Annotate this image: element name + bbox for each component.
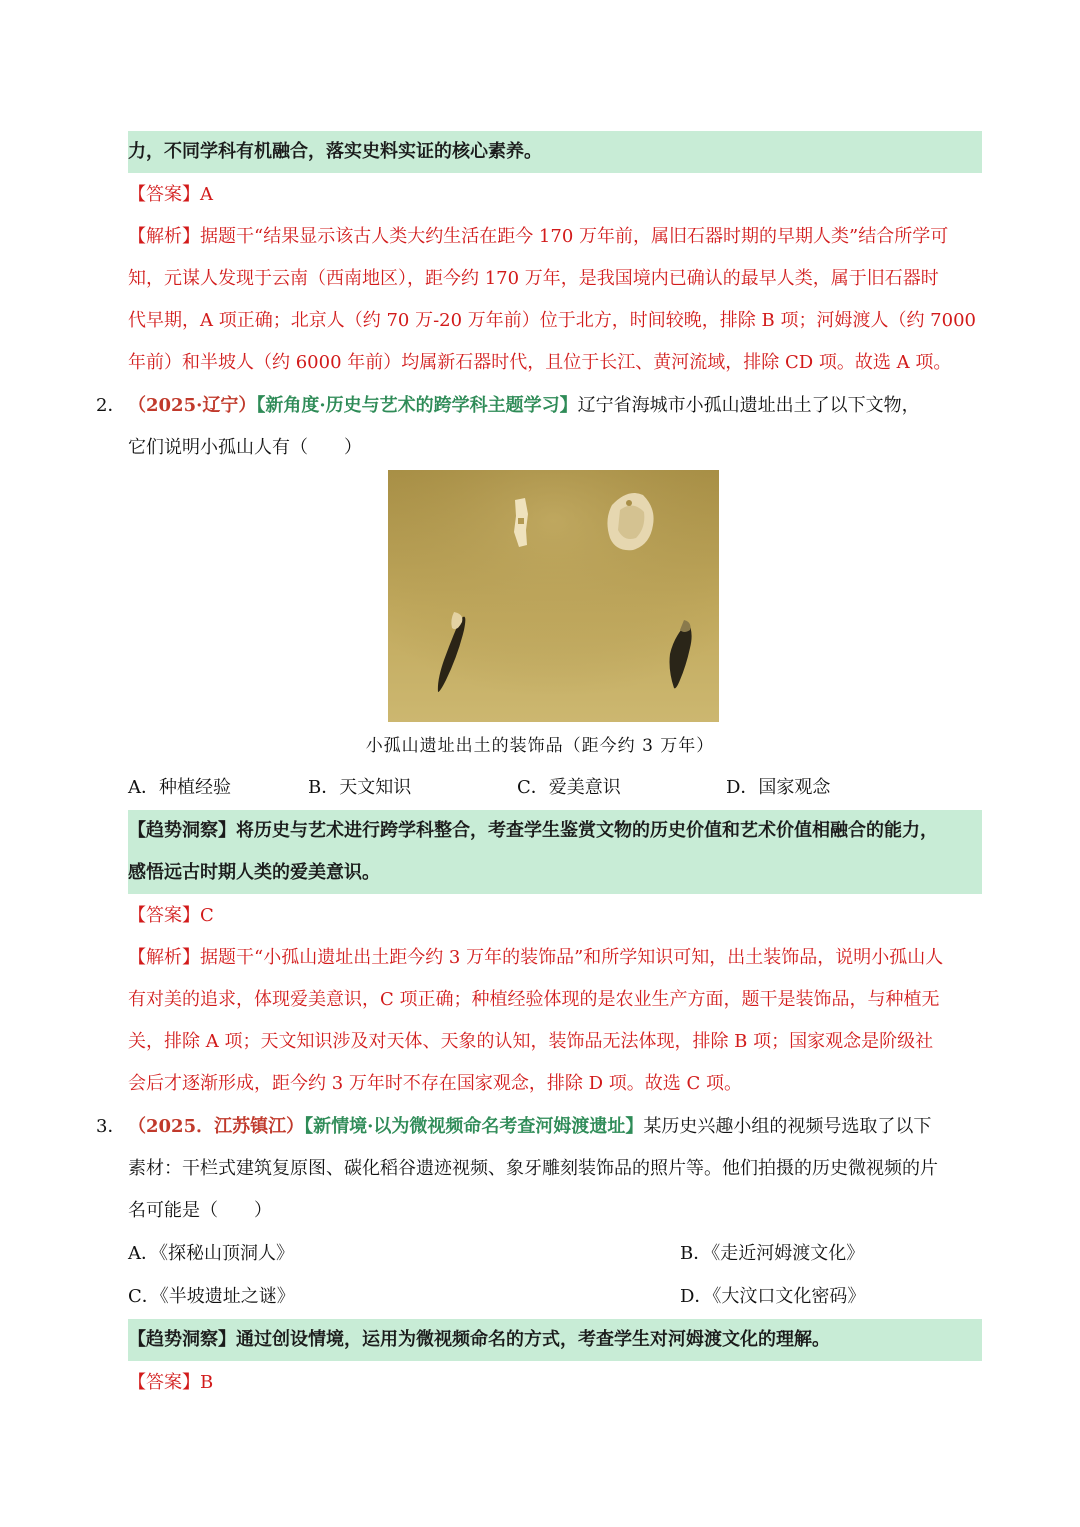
analysis-text: 年前）和半坡人（约 6000 年前）均属新石器时代，且位于长江、黄河流域，排除 CD 项。故选 A 项。 [128, 352, 952, 373]
question-stem: 名可能是（ ） [128, 1200, 272, 1221]
analysis-text: 据题干“结果显示该古人类大约生活在距今 170 万年前，属旧石器时期的早期人类”结合所学可 [200, 226, 949, 247]
q2-option-b[interactable]: B．天文知识 [308, 777, 412, 798]
question-tag: 【新情境·以为微视频命名考查河姆渡遗址】 [304, 1116, 644, 1137]
insight-text: 将历史与艺术进行跨学科整合，考查学生鉴赏文物的历史价值和艺术价值相融合的能力， [236, 820, 938, 841]
q2-option-d[interactable]: D．国家观念 [726, 777, 831, 798]
question-2-stem-line-1 [128, 385, 982, 427]
q3-option-b[interactable]: B．《走近河姆渡文化》 [680, 1243, 865, 1264]
q2-option-a[interactable]: A．种植经验 [128, 777, 231, 798]
q2-analysis-line-3 [128, 1021, 982, 1063]
artifact-photo [388, 470, 719, 722]
analysis-1-line-1 [128, 216, 982, 258]
q3-option-a[interactable]: A．《探秘山顶洞人》 [128, 1243, 294, 1264]
analysis-text: 关，排除 A 项；天文知识涉及对天体、天象的认知，装饰品无法体现，排除 B 项；国家观念是阶级社 [128, 1031, 934, 1052]
q2-answer [128, 895, 982, 937]
answer-label: 【答案】 [128, 184, 200, 205]
analysis-text: 会后才逐渐形成，距今约 3 万年时不存在国家观念，排除 D 项。故选 C 项。 [128, 1073, 742, 1094]
q2-insight-line-2 [128, 852, 982, 894]
q2-option-c[interactable]: C．爱美意识 [517, 777, 621, 798]
answer-label: 【答案】 [128, 905, 200, 926]
q2-analysis-line-4 [128, 1063, 982, 1105]
question-3-stem-line-1 [128, 1106, 982, 1148]
analysis-text: 据题干“小孤山遗址出土距今约 3 万年的装饰品”和所学知识可知，出土装饰品，说明小孤山人 [200, 947, 944, 968]
question-stem: 素材：干栏式建筑复原图、碳化稻谷遗迹视频、象牙雕刻装饰品的照片等。他们拍摄的历史微视频的片 [128, 1158, 938, 1179]
insight-tail-text: 力，不同学科有机融合，落实史料实证的核心素养。 [128, 141, 542, 162]
question-stem: 某历史兴趣小组的视频号选取了以下 [643, 1116, 932, 1137]
question-2-number: 2． [96, 395, 126, 416]
insight-text: 感悟远古时期人类的爱美意识。 [128, 862, 380, 883]
question-2-stem-line-2 [128, 427, 982, 469]
q2-insight-line-1 [128, 810, 982, 852]
q2-analysis-line-1 [128, 937, 982, 979]
ornament-artifacts-image [388, 470, 719, 722]
insight-label: 【趋势洞察】 [128, 820, 236, 841]
question-stem: 辽宁省海城市小孤山遗址出土了以下文物， [577, 395, 920, 416]
question-tag: 【新角度·历史与艺术的跨学科主题学习】 [256, 395, 578, 416]
answer-1 [128, 174, 982, 216]
answer-value: B [200, 1372, 214, 1393]
analysis-text: 有对美的追求，体现爱美意识，C 项正确；种植经验体现的是农业生产方面，题干是装饰品，与种植无 [128, 989, 940, 1010]
insight-label: 【趋势洞察】 [128, 1329, 236, 1350]
insight-text: 通过创设情境，运用为微视频命名的方式，考查学生对河姆渡文化的理解。 [236, 1329, 830, 1350]
answer-value: C [200, 905, 214, 926]
photo-caption: 小孤山遗址出土的装饰品（距今约 3 万年） [365, 736, 715, 756]
q2-analysis-line-2 [128, 979, 982, 1021]
analysis-text: 代早期，A 项正确；北京人（约 70 万-20 万年前）位于北方，时间较晚，排除 B 项；河姆渡人（约 7000 [128, 310, 976, 331]
question-stem: 它们说明小孤山人有（ ） [128, 437, 362, 458]
analysis-label: 【解析】 [128, 226, 200, 247]
q3-option-d[interactable]: D．《大汶口文化密码》 [680, 1286, 866, 1307]
question-3-stem-line-2 [128, 1148, 982, 1190]
question-source: （2025·辽宁） [128, 395, 257, 416]
analysis-1-line-4 [128, 342, 982, 384]
answer-value: A [200, 184, 213, 205]
answer-label: 【答案】 [128, 1372, 200, 1393]
analysis-text: 知，元谋人发现于云南（西南地区），距今约 170 万年，是我国境内已确认的最早人类，属于旧石器时 [128, 268, 939, 289]
analysis-label: 【解析】 [128, 947, 200, 968]
question-3-number: 3． [96, 1116, 126, 1137]
insight-tail [128, 131, 982, 173]
question-3-stem-line-3 [128, 1190, 982, 1232]
question-source: （2025．江苏镇江） [128, 1116, 305, 1137]
q3-insight [128, 1319, 982, 1361]
q3-option-c[interactable]: C．《半坡遗址之谜》 [128, 1286, 295, 1307]
analysis-1-line-2 [128, 258, 982, 300]
analysis-1-line-3 [128, 300, 982, 342]
q3-answer [128, 1362, 982, 1404]
